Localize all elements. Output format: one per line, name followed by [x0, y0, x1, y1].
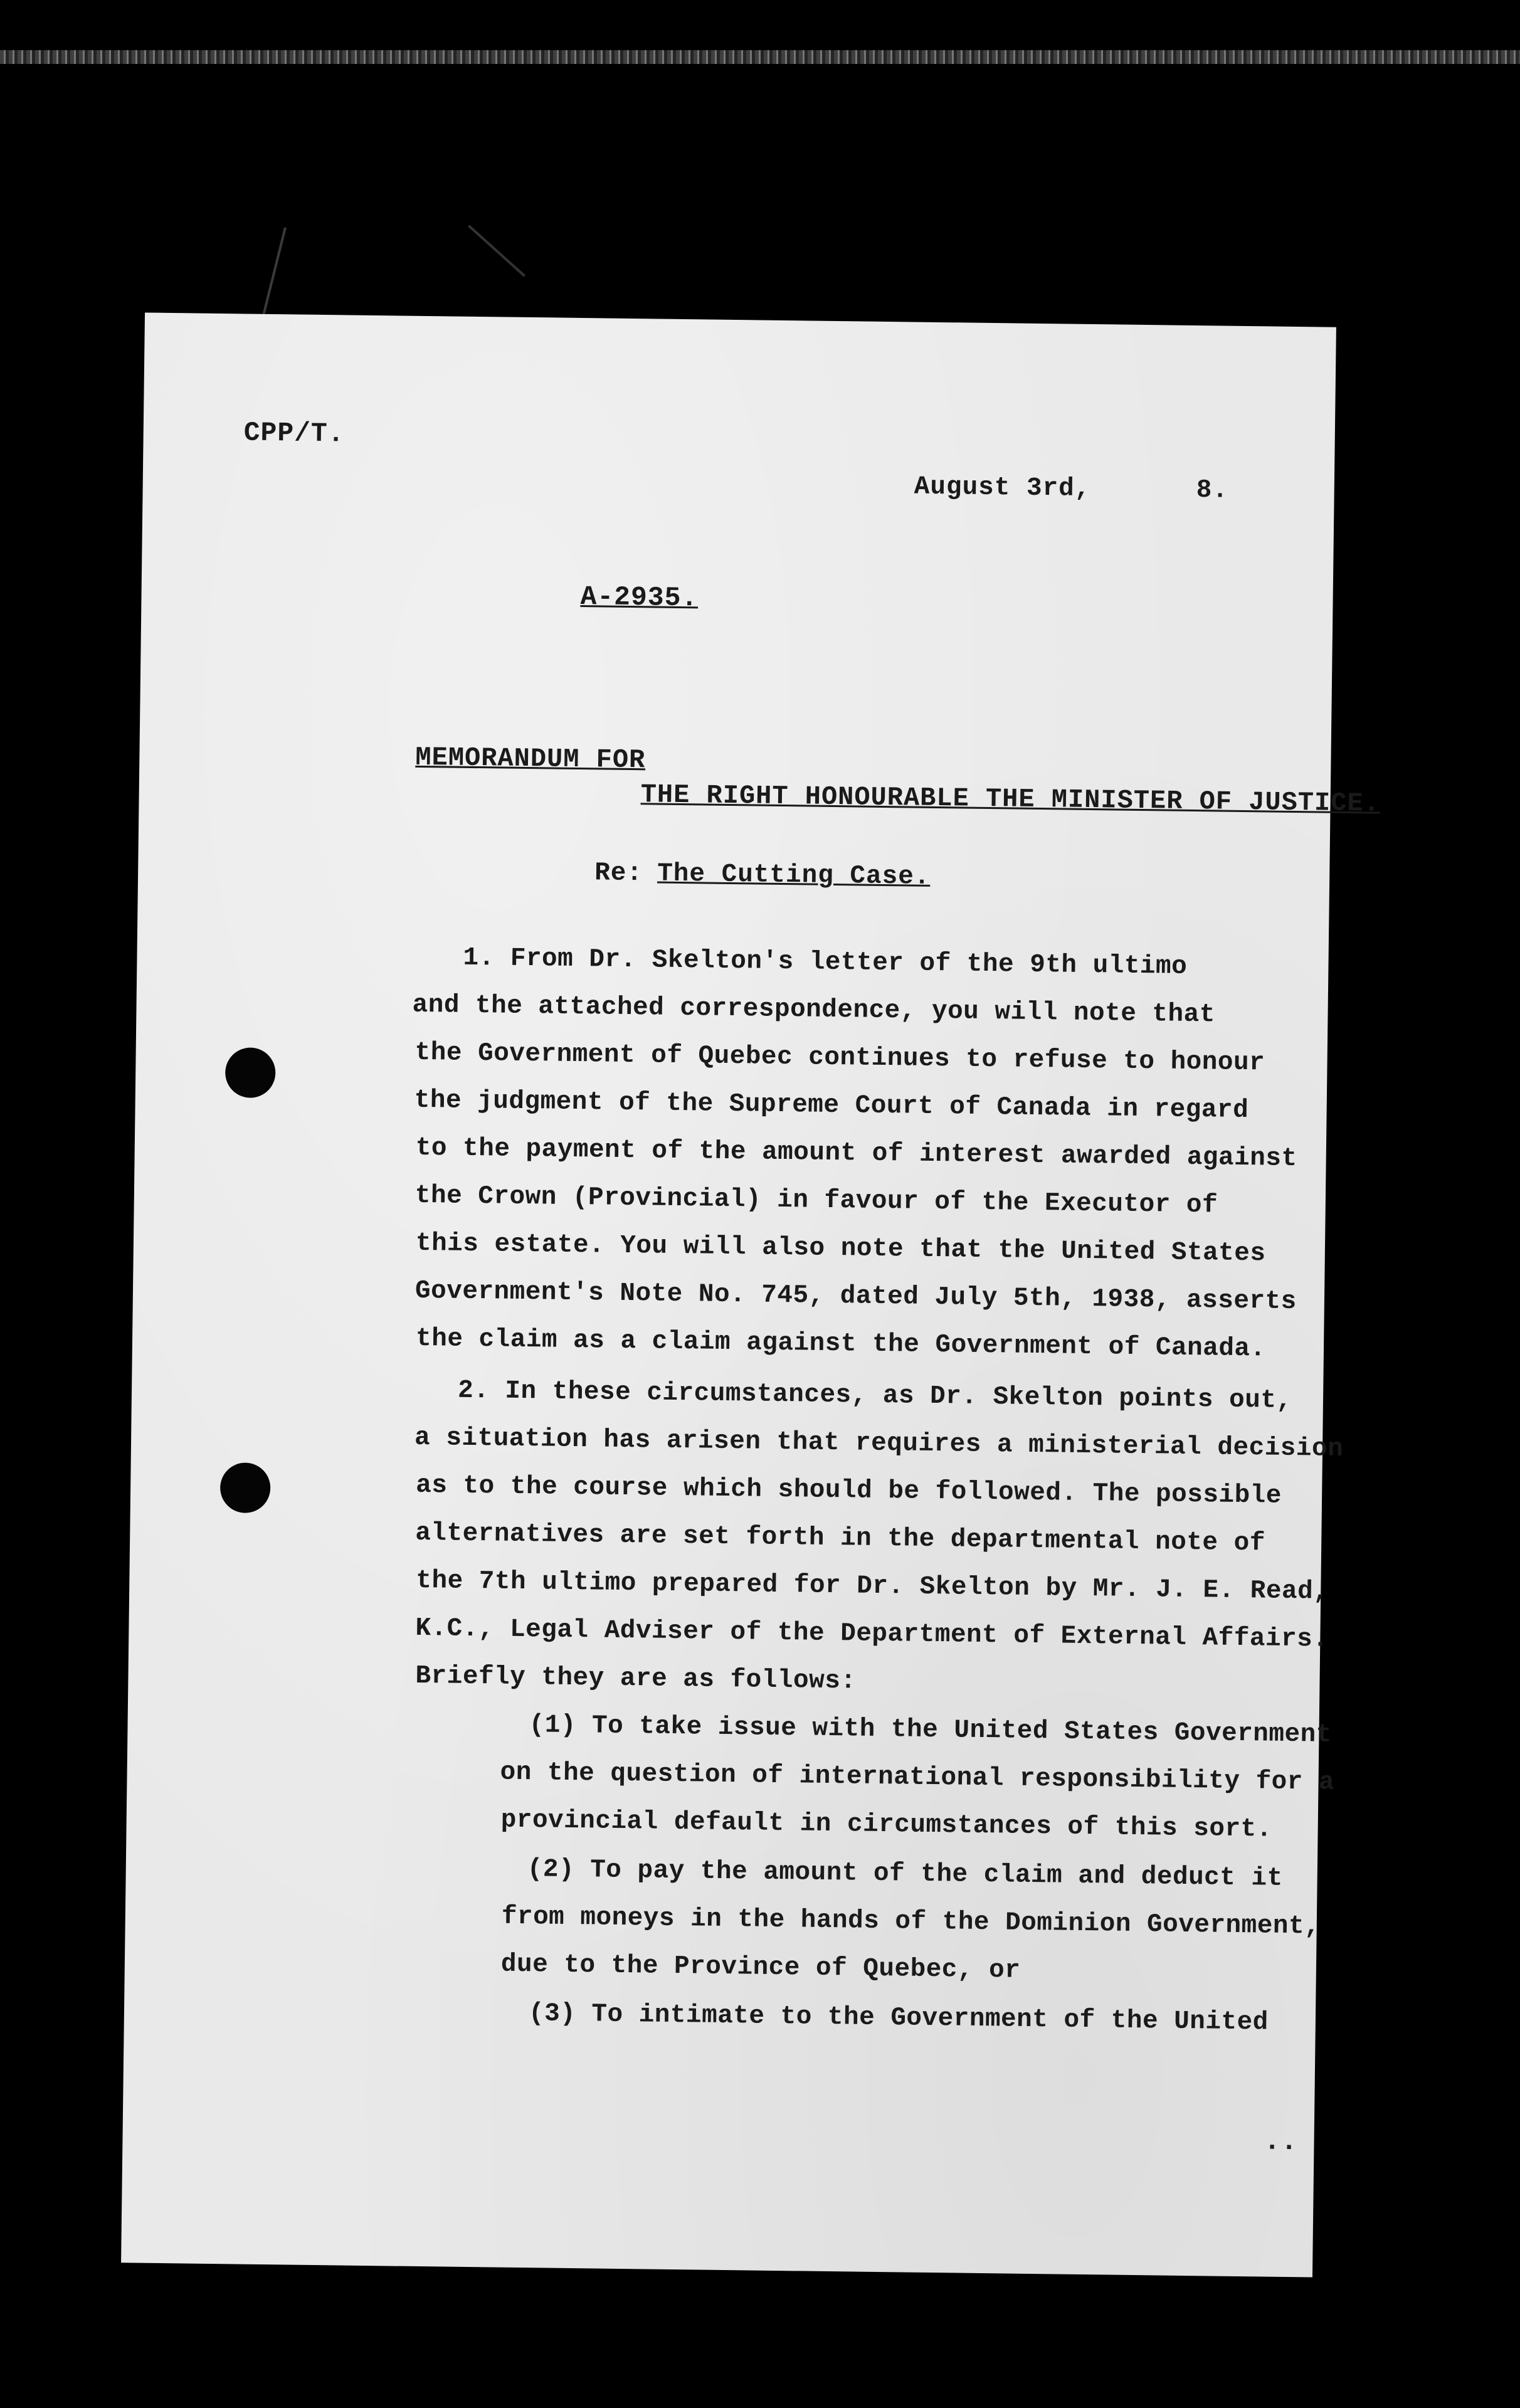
continuation-mark: .. — [1264, 2126, 1298, 2158]
paragraph-2-line: K.C., Legal Adviser of the Department of External Affairs. — [415, 1613, 1329, 1654]
paragraph-1-line: this estate. You will also note that the United States — [415, 1228, 1266, 1269]
punch-hole — [220, 1462, 271, 1513]
subject-line: The Cutting Case. — [657, 859, 931, 892]
paragraph-2-line: alternatives are set forth in the departmental note of — [415, 1518, 1266, 1558]
memorandum-page — [121, 313, 1381, 2278]
film-edge-strip — [0, 50, 1520, 64]
page-number: 8. — [1196, 476, 1229, 505]
paragraph-1-line: to the payment of the amount of interest awarded against — [415, 1133, 1297, 1174]
paragraph-1-line: the Crown (Provincial) in favour of the Executor of — [414, 1181, 1218, 1220]
alternative-line: (1) To take issue with the United States Government — [529, 1711, 1333, 1750]
paragraph-2-line: a situation has arisen that requires a ministerial decision — [414, 1423, 1344, 1464]
paragraph-1-line: and the attached correspondence, you will note that — [412, 990, 1216, 1030]
alternative-line: provincial default in circumstances of this sort. — [500, 1805, 1273, 1844]
punch-hole — [225, 1047, 276, 1098]
paragraph-1-line: the judgment of the Supreme Court of Canada in regard — [414, 1085, 1249, 1126]
paragraph-1-line: the claim as a claim against the Government of Canada. — [415, 1324, 1266, 1364]
memo-heading: MEMORANDUM FOR — [415, 742, 646, 776]
memo-addressee: THE RIGHT HONOURABLE THE MINISTER OF JUSTICE. — [640, 779, 1381, 819]
alternative-line: due to the Province of Quebec, or — [500, 1950, 1021, 1985]
paragraph-2-line: as to the course which should be followed. The possible — [415, 1471, 1282, 1511]
alternative-line: (2) To pay the amount of the claim and deduct it — [527, 1855, 1283, 1893]
paragraph-1-line: 1. From Dr. Skelton's letter of the 9th ultimo — [463, 943, 1188, 981]
paragraph-2-line: the 7th ultimo prepared for Dr. Skelton by Mr. J. E. Read, — [416, 1566, 1329, 1607]
alternative-line: from moneys in the hands of the Dominion Government, — [501, 1902, 1321, 1941]
paragraph-2-line: Briefly they are as follows: — [415, 1661, 857, 1696]
reference-initials: CPP/T. — [243, 417, 345, 450]
memo-date: August 3rd, — [914, 472, 1091, 504]
alternative-line: (3) To intimate to the Government of the United — [528, 1999, 1269, 2037]
alternative-line: on the question of international responsibility for a — [500, 1758, 1335, 1797]
scratch-mark — [468, 224, 525, 277]
paragraph-2-line: 2. In these circumstances, as Dr. Skelton points out, — [457, 1376, 1292, 1415]
paragraph-1-line: the Government of Quebec continues to refuse to honour — [414, 1038, 1265, 1078]
paragraph-1-line: Government's Note No. 745, dated July 5th, 1938, asserts — [414, 1276, 1297, 1317]
file-number: A-2935. — [580, 581, 699, 614]
subject-prefix: Re: — [594, 858, 643, 889]
